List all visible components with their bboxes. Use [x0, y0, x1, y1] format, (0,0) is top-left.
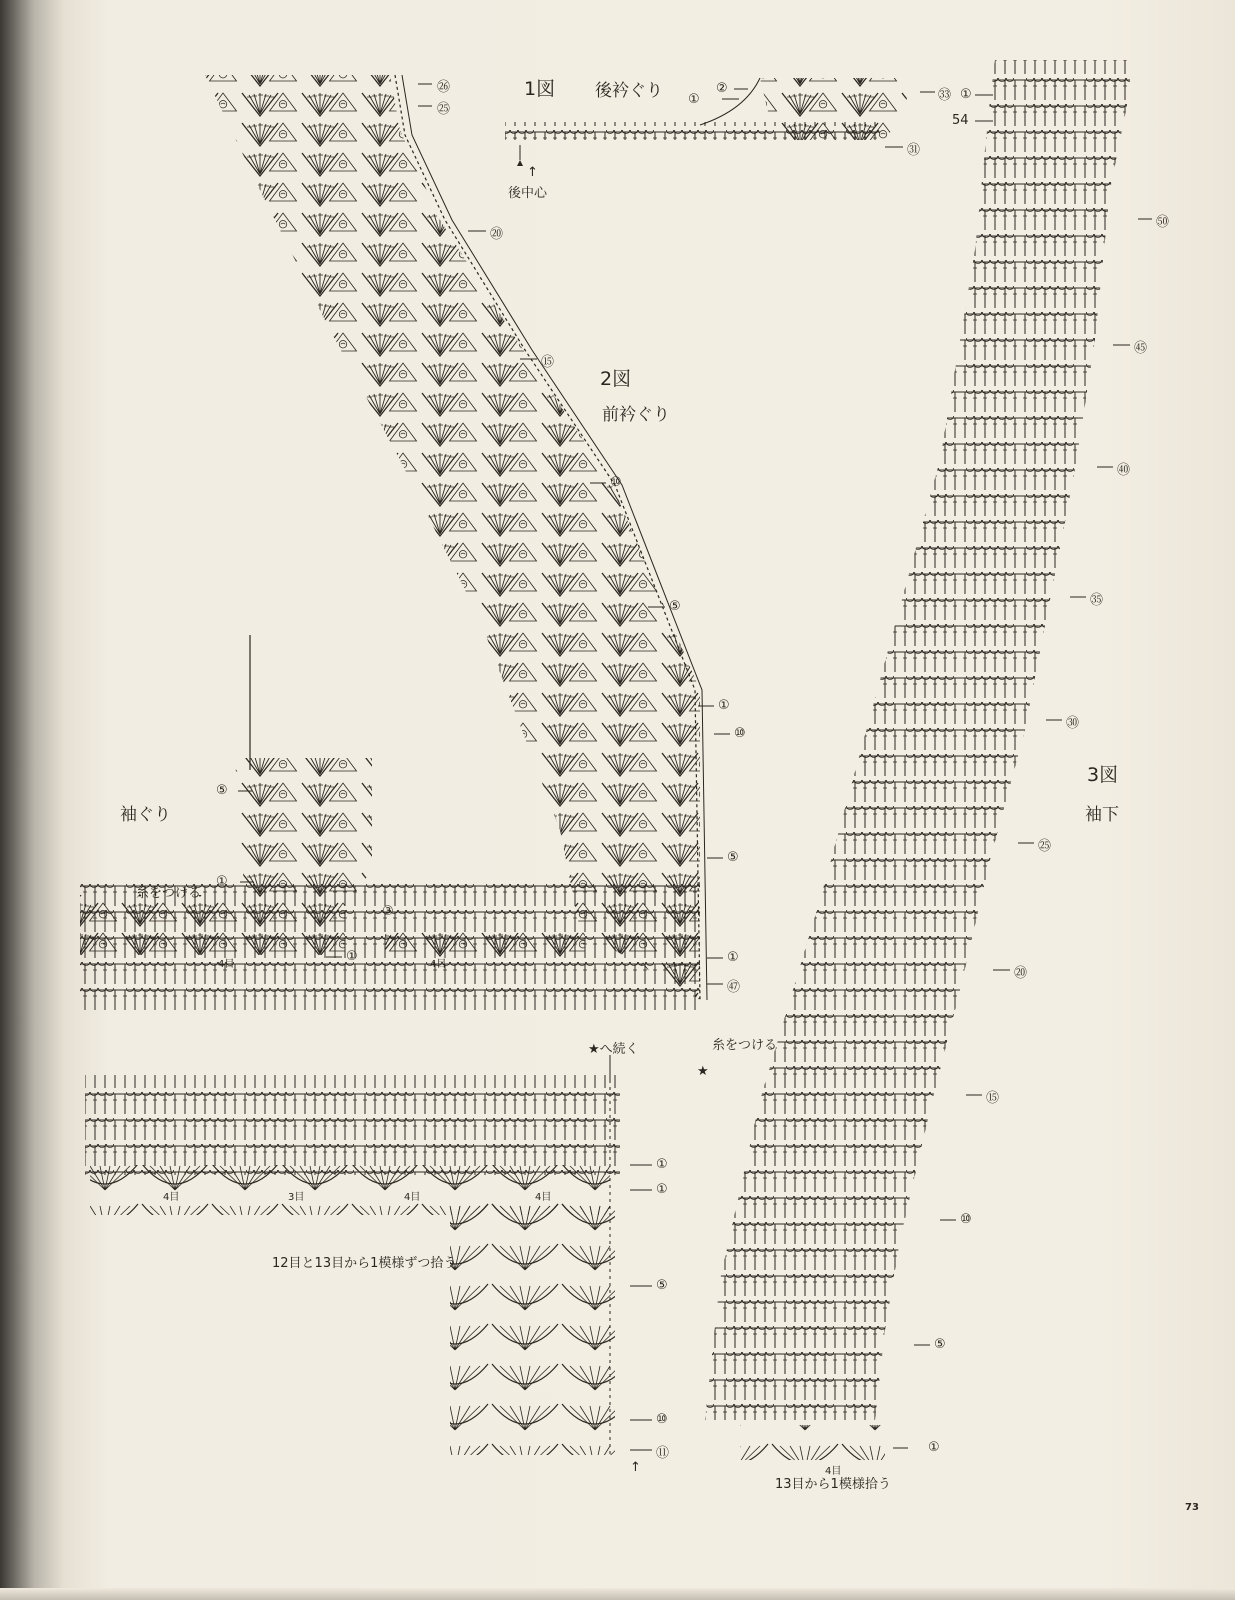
stitch-count-4c: 4目 — [163, 1192, 180, 1203]
row-label: ⑩ — [734, 726, 746, 741]
continue-note: ★へ続く — [588, 1042, 639, 1057]
up-arrow-hem: ↑ — [630, 1460, 641, 1475]
row-label: ⑳ — [490, 227, 504, 242]
fig1-number: 1図 — [524, 78, 556, 100]
row-label: ⑮ — [541, 355, 555, 370]
row-label: ① — [656, 1157, 668, 1172]
sleeve-chart — [700, 55, 1140, 1460]
stitch-count-3: 3目 — [288, 1192, 305, 1203]
stitch-count-4e: 4目 — [535, 1192, 552, 1203]
row-label: 54 — [952, 113, 969, 128]
fig2-title: 前衿ぐり — [602, 405, 670, 425]
pickup-12-13-note: 12目と13目から1模様ずつ拾う — [272, 1256, 457, 1271]
attach-yarn-note-2: 糸をつける — [712, 1038, 778, 1053]
row-label: ⑤ — [656, 1278, 668, 1293]
stitch-count-4a: 4目 — [218, 959, 235, 970]
row-label: ① — [216, 874, 228, 889]
row-label: ㉝ — [938, 88, 952, 103]
page-bottom-edge — [0, 1588, 1235, 1600]
stitch-count-4d: 4目 — [404, 1192, 421, 1203]
stitch-count-4b: 4目 — [430, 959, 447, 970]
row-label: ㊵ — [1117, 463, 1131, 478]
row-label: ① — [656, 1182, 668, 1197]
row-label: ⑤ — [727, 850, 739, 865]
fig1-back-center-note: 後中心 — [508, 186, 548, 201]
row-label: ⑤ — [216, 783, 228, 798]
row-label: ① — [928, 1440, 940, 1455]
row-label: ㉕ — [1038, 839, 1052, 854]
attach-yarn-note: 糸をつける — [136, 886, 202, 901]
row-label: ㉟ — [1090, 593, 1104, 608]
row-label: ① — [960, 87, 972, 102]
row-label: ㉕ — [437, 102, 451, 117]
row-label: ① — [346, 949, 358, 964]
row-label: ⑩ — [610, 475, 622, 490]
row-label: ㉛ — [907, 143, 921, 158]
fig3-number: 3図 — [1087, 764, 1119, 786]
row-label: ⑮ — [986, 1091, 1000, 1106]
row-label: ① — [688, 92, 700, 107]
stitch-count-4f: 4目 — [825, 1466, 842, 1477]
row-label: ③ — [382, 904, 394, 919]
row-label: ㊿ — [1156, 215, 1170, 230]
row-label: ㉖ — [437, 80, 451, 95]
fig1-title: 後衿ぐり — [595, 81, 663, 101]
pickup-13-note: 13目から1模様拾う — [775, 1477, 891, 1492]
row-label: ⑤ — [669, 599, 681, 614]
row-label: ㊼ — [727, 980, 741, 995]
row-label: ① — [727, 950, 739, 965]
row-label: ⑩ — [656, 1412, 668, 1427]
back-neckline-chart — [505, 76, 910, 166]
row-label: ⑩ — [960, 1212, 972, 1227]
row-label: ⑤ — [934, 1337, 946, 1352]
armhole-chart — [235, 635, 375, 902]
row-label: ⑳ — [1014, 966, 1028, 981]
fig2-number: 2図 — [600, 368, 632, 390]
up-arrow-back: ↑ — [527, 165, 538, 180]
row-label: ㊺ — [1134, 341, 1148, 356]
page-number: 73 — [1185, 1502, 1199, 1513]
row-label: ② — [716, 81, 728, 96]
fig3-title: 袖下 — [1085, 805, 1119, 825]
row-label: ⑪ — [656, 1446, 670, 1461]
row-label: ㉚ — [1066, 716, 1080, 731]
armhole-title: 袖ぐり — [120, 805, 171, 825]
row-label: ① — [718, 698, 730, 713]
star-marker: ★ — [697, 1064, 709, 1079]
